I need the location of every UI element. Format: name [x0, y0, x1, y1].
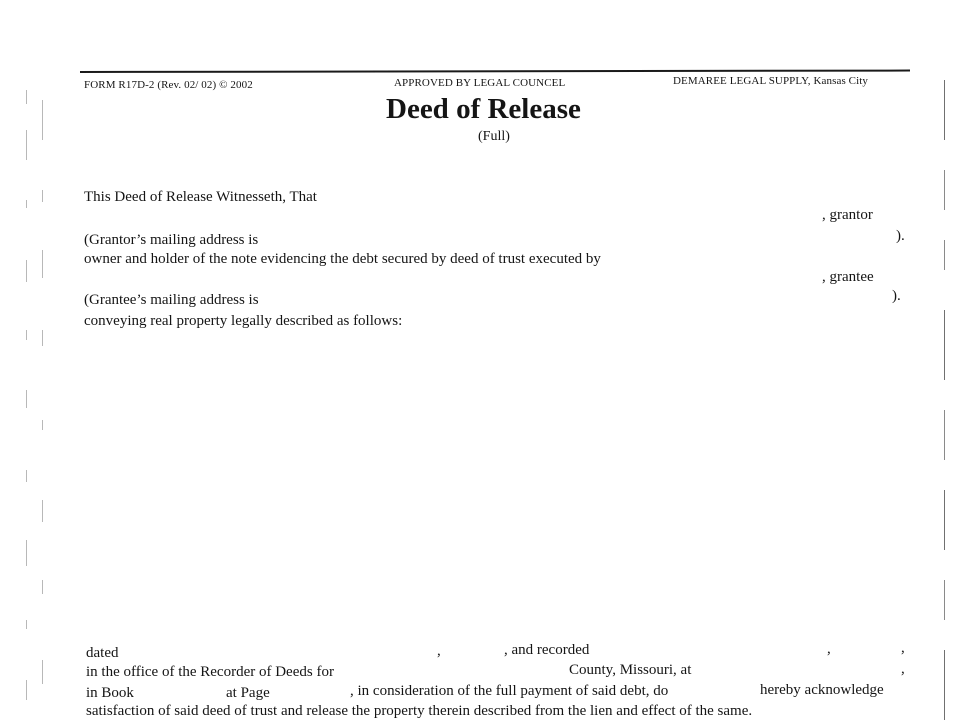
header-rule [80, 70, 910, 73]
county-comma: , [901, 661, 905, 677]
and-recorded-label: , and recorded [504, 642, 590, 658]
grantee-label: , grantee [822, 269, 874, 285]
consideration-label: , in consideration of the full payment of said debt, do [350, 683, 669, 699]
conveying-line: conveying real property legally described as follows: [84, 313, 403, 329]
scan-edge-right [944, 80, 946, 720]
grantor-address-close: ). [896, 228, 905, 244]
scan-edge-left-2 [42, 100, 44, 720]
witnesseth-line: This Deed of Release Witnesseth, That [84, 189, 317, 205]
dated-comma: , [437, 643, 441, 659]
satisfaction-line: satisfaction of said deed of trust and release the property therein described from the lien and effect of the same. [86, 703, 753, 719]
publisher-name: DEMAREE LEGAL SUPPLY, [673, 75, 814, 87]
form-id: FORM R17D-2 (Rev. 02/ 02) © 2002 [84, 79, 253, 91]
recorder-label: in the office of the Recorder of Deeds for [86, 664, 334, 680]
in-book-label: in Book [86, 685, 134, 701]
grantee-address-label: (Grantee’s mailing address is [84, 292, 259, 308]
dated-comma-3: , [901, 640, 905, 656]
owner-line: owner and holder of the note evidencing the debt secured by deed of trust executed by [84, 251, 601, 267]
grantee-address-close: ). [892, 288, 901, 304]
dated-comma-2: , [827, 641, 831, 657]
at-page-label: at Page [226, 685, 270, 701]
page-subtitle: (Full) [478, 129, 510, 144]
grantor-label: , grantor [822, 207, 873, 223]
acknowledge-label: hereby acknowledge [760, 682, 884, 698]
county-label: County, Missouri, at [569, 662, 692, 678]
dated-label: dated [86, 645, 119, 661]
approved-label: APPROVED BY LEGAL COUNCEL [394, 77, 566, 89]
page-title: Deed of Release [386, 93, 581, 125]
grantor-address-label: (Grantor’s mailing address is [84, 232, 259, 248]
publisher-city: Kansas City [813, 75, 869, 87]
scan-edge-left [26, 90, 28, 720]
publisher [673, 75, 868, 87]
